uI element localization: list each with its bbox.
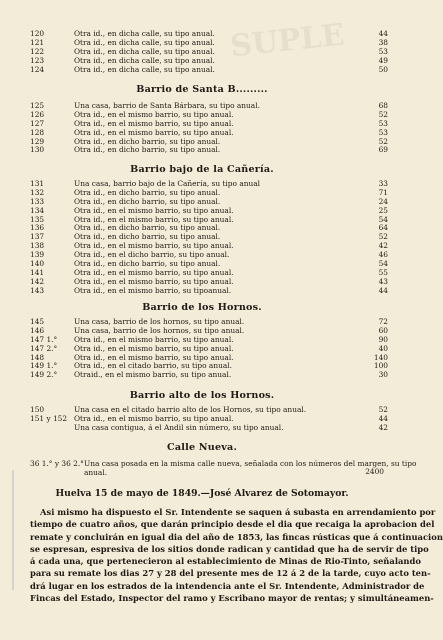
entry-description: Otra id., en el mismo barrio, su tipo anual. — [74, 127, 234, 137]
entry-value: 50 — [378, 64, 388, 74]
entry-number: 130 — [30, 145, 45, 155]
entry-value: 52 — [378, 109, 388, 119]
entry-number: 135 — [30, 214, 45, 224]
entry-number: 148 — [30, 352, 45, 362]
entry-description: Otra id., en el mismo barrio, su tipo anual. — [74, 343, 234, 353]
paragraph-line: tiempo de cuatro años, que darán principio desde el dia que recaiga la aprobacion del — [30, 519, 435, 530]
entry-description: Otra id., en el mismo barrio, su tipo anual. — [74, 241, 234, 251]
table-row — [0, 424, 404, 433]
entry-number: 137 — [30, 232, 45, 242]
entry-value: 54 — [378, 259, 388, 269]
section-rows — [0, 318, 404, 380]
entry-description: Otra id., en dicho barrio, su tipo anual. — [74, 187, 221, 197]
section-heading: Barrio de Santa B......... — [136, 84, 268, 95]
entry-value: 53 — [378, 118, 388, 128]
table-row — [0, 371, 404, 380]
entry-value: 30 — [378, 370, 388, 380]
entry-description: Otra id., en el mismo barrio, su tipo anual. — [74, 214, 234, 224]
entry-value: 25 — [378, 205, 388, 215]
entry-value: 46 — [378, 250, 388, 260]
entry-description: Otra id., en dicho barrio, su tipo anual. — [74, 136, 221, 146]
entry-description: Otraid., en el mismo barrio, su tipo anual. — [74, 370, 232, 380]
entry-line: anual. — [84, 467, 108, 477]
paragraph-line: Fincas del Estado, Inspector del ramo y Escribano mayor de rentas; y simultáneamen- — [30, 593, 434, 604]
entry-description: Otra id., en dicho barrio, su tipo anual. — [74, 223, 221, 233]
entry-description: Otra id., en el mismo barrio, su tipo anual. — [74, 118, 234, 128]
entry-description: Una casa, barrio de Santa Bárbara, su tipo anual. — [74, 101, 260, 110]
entry-value: 33 — [378, 179, 388, 188]
entry-description: Una casa, barrio bajo de la Cañería, su tipo anual — [74, 179, 261, 188]
entry-number: 122 — [30, 46, 45, 56]
paragraph-line: se espresan, espresiva de los sitios donde radican y cantidad que ha de servir de tipo — [30, 543, 429, 554]
paragraph-line: á cada una, que pertenecieron al establecimiento de Minas de Rio-Tinto, señalando — [30, 556, 421, 567]
paragraph-line: Asi mismo ha dispuesto el Sr. Intendente se saquen á subasta en arrendamiento por — [40, 507, 436, 517]
entry-description: Otra id., en dicho barrio, su tipo anual. — [74, 259, 221, 269]
table-row — [0, 287, 404, 296]
announcement-paragraph — [30, 506, 443, 604]
entry-description: Una casa, barrio de los hornos, su tipo anual. — [74, 325, 245, 335]
section-heading: Barrio bajo de la Cañería. — [130, 164, 274, 175]
entry-number: 36 1.° y 36 2.° — [30, 459, 84, 468]
entry-number: 145 — [30, 317, 45, 326]
entry-number: 142 — [30, 276, 45, 286]
entry-number: 123 — [30, 55, 45, 65]
entry-number: 146 — [30, 325, 45, 335]
entry-number: 131 — [30, 179, 45, 188]
entry-value: 44 — [378, 29, 388, 38]
section-heading: Barrio alto de los Hornos. — [129, 390, 275, 401]
entry-number: 134 — [30, 205, 45, 215]
entry-description: Otra id., en el mismo barrio, su tipo anual. — [74, 413, 234, 423]
entry-description: Otra id., en el mismo barrio, su tipo anual. — [74, 205, 234, 215]
entry-number: 124 — [30, 64, 45, 74]
section-heading: Barrio de los Hornos. — [142, 302, 262, 313]
entry-description: Otra id., en el citado barrio, su tipo anual. — [74, 361, 232, 371]
entry-number: 128 — [30, 127, 45, 137]
entry-value: 52 — [378, 405, 388, 414]
entry-number: 127 — [30, 118, 45, 128]
entry-value: 64 — [378, 223, 388, 233]
entry-number: 139 — [30, 250, 45, 260]
paragraph-line: drá lugar en los estrados de la intendencia ante el Sr. Intendente, Administrador de — [30, 580, 425, 591]
entry-number: 136 — [30, 223, 45, 233]
entry-value: 72 — [378, 317, 388, 326]
entry-value: 42 — [378, 241, 388, 251]
entry-description: Otra id., en el mismo barrio, su tipoanual. — [74, 285, 232, 295]
section-rows — [0, 102, 404, 155]
entry-value: 60 — [378, 325, 388, 335]
entry-number: 133 — [30, 196, 45, 206]
entry-description: Otra id., en el mismo barrio, su tipo anual. — [74, 334, 234, 344]
entry-value: 90 — [378, 334, 388, 344]
entry-description: Otra id., en el dicho barrio, su tipo anual. — [74, 250, 230, 260]
entry-value: 40 — [378, 343, 388, 353]
entry-description: Una casa en el citado barrio alto de los Hornos, su tipo anual. — [74, 405, 307, 414]
entry-description: Otra id., en dicha calle, su tipo anual. — [74, 55, 215, 65]
entry-description: Otra id., en dicho barrio, su tipo anual. — [74, 145, 221, 155]
entry-description: Otra id., en el mismo barrio, su tipo anual. — [74, 352, 234, 362]
entry-value: 2400 — [365, 467, 384, 476]
entry-description: Otra id., en dicha calle, su tipo anual. — [74, 29, 215, 38]
entry-number: 151 y 152 — [30, 413, 68, 423]
entry-description: Otra id., en dicha calle, su tipo anual. — [74, 46, 215, 56]
entry-description: Otra id., en dicho barrio, su tipo anual. — [74, 196, 221, 206]
entry-number: 149 1.° — [30, 361, 58, 371]
paragraph-line: para su remate los dias 27 y 28 del presente mes de 12 á 2 de la tarde, cuyo acto ten- — [30, 568, 431, 579]
entry-description: Otra id., en dicha calle, su tipo anual. — [74, 64, 215, 74]
entry-number: 129 — [30, 136, 45, 146]
entry-value: 100 — [373, 361, 388, 371]
entry-line: Una casa posada en la misma calle nueva, señalada con los números del margen, su tipo — [84, 459, 417, 468]
entry-value: 44 — [378, 285, 388, 295]
entry-value: 69 — [378, 145, 388, 155]
calle-entry — [30, 459, 417, 480]
entry-value: 24 — [378, 196, 388, 206]
entry-value: 44 — [378, 413, 388, 423]
paragraph-line: remate y concluirán en igual dia del año de 1853, las fincas rústicas que á continuacion — [30, 531, 443, 542]
entry-value: 53 — [378, 127, 388, 137]
entry-value: 53 — [378, 46, 388, 56]
entry-value: 52 — [378, 136, 388, 146]
entry-value: 42 — [378, 422, 388, 432]
entry-number: 149 2.° — [30, 370, 58, 380]
entry-number: 126 — [30, 109, 45, 119]
table-row — [0, 146, 404, 155]
entry-value: 52 — [378, 232, 388, 242]
calle-heading: Calle Nueva. — [167, 442, 237, 453]
section-rows — [0, 406, 404, 433]
entry-value: 71 — [378, 187, 388, 197]
entry-number: 120 — [30, 29, 45, 38]
entry-value: 54 — [378, 214, 388, 224]
entry-value: 49 — [378, 55, 388, 65]
entry-value: 68 — [378, 101, 388, 110]
entry-description: Otra id., en el mismo barrio, su tipo anual. — [74, 276, 234, 286]
entry-value: 43 — [378, 276, 388, 286]
entry-number: 150 — [30, 405, 45, 414]
entry-description: Una casa contigua, á el Andil sin número, su tipo anual. — [74, 422, 284, 432]
entry-description: Otra id., en el mismo barrio, su tipo anual. — [74, 267, 234, 277]
entry-description: Otra id., en dicha calle, su tipo anual. — [74, 37, 215, 47]
entry-number: 143 — [30, 285, 45, 295]
table-row — [0, 66, 404, 75]
top-rows — [0, 30, 404, 74]
entry-number: 147 2.° — [30, 343, 58, 353]
entry-description: Otra id., en el mismo barrio, su tipo anual. — [74, 109, 234, 119]
entry-number: 141 — [30, 267, 45, 277]
entry-number: 132 — [30, 187, 45, 197]
entry-value: 38 — [378, 37, 388, 47]
entry-description: Una casa, barrio de los hornos, su tipo anual. — [74, 317, 245, 326]
dateline: Huelva 15 de mayo de 1849.—José Alvarez de Sotomayor. — [55, 488, 349, 499]
watermark: SUPLE — [228, 17, 347, 65]
entry-number: 125 — [30, 101, 45, 110]
entry-description: Otra id., en dicho barrio, su tipo anual. — [74, 232, 221, 242]
entry-number: 140 — [30, 259, 45, 269]
entry-value: 140 — [373, 352, 388, 362]
entry-number: 147 1.° — [30, 334, 58, 344]
entry-value: 55 — [378, 267, 388, 277]
section-rows — [0, 180, 404, 296]
entry-number: 121 — [30, 37, 45, 47]
entry-number: 138 — [30, 241, 45, 251]
